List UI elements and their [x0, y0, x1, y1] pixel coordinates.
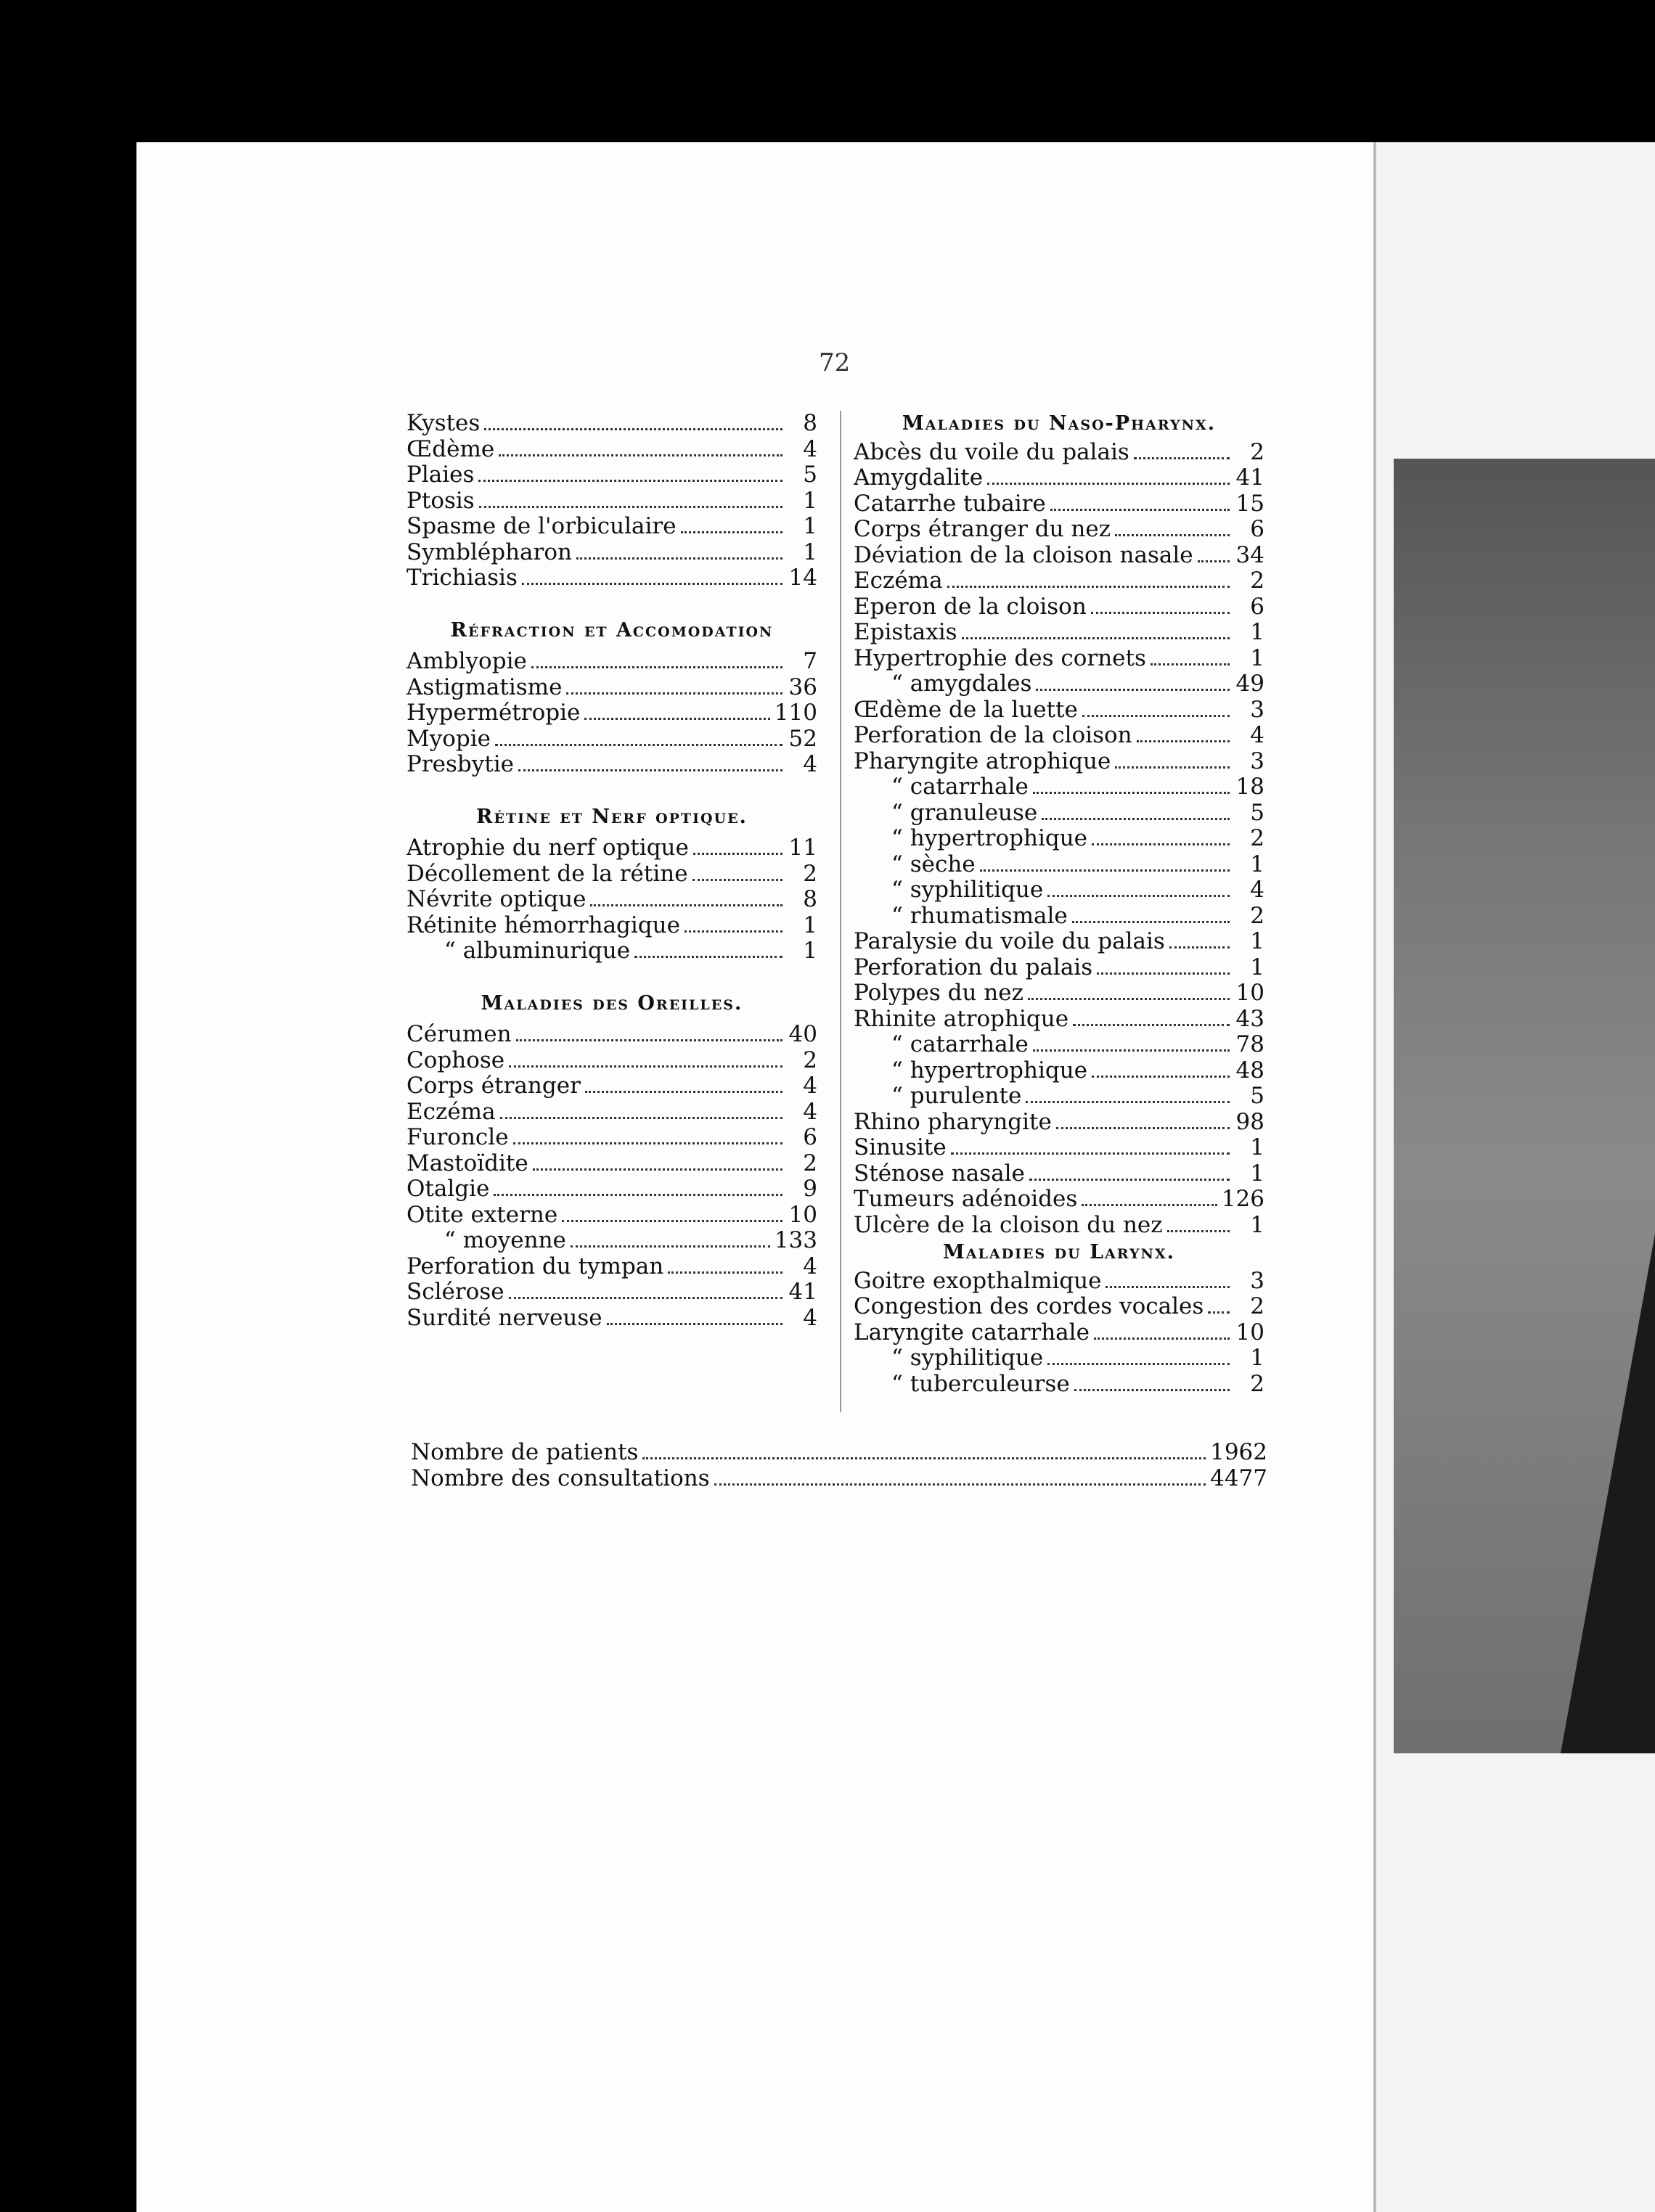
table-row: [406, 1228, 817, 1254]
row-value: 2: [803, 860, 817, 887]
row-label: “ moyenne: [444, 1227, 566, 1253]
table-row: [854, 1110, 1264, 1136]
table-row: [406, 514, 817, 540]
table-row: [406, 437, 817, 463]
table-row: [854, 1213, 1264, 1239]
row-label: Sclérose: [406, 1279, 504, 1305]
table-row: [406, 1254, 817, 1280]
table-row: [854, 543, 1264, 569]
table-row: [406, 1151, 817, 1177]
dot-leader: [980, 869, 1230, 872]
row-value: 1: [1250, 851, 1264, 877]
table-row: [406, 752, 817, 778]
dot-leader: [1208, 1311, 1230, 1314]
dot-leader: [1029, 1179, 1230, 1181]
row-value: 3: [1250, 696, 1264, 723]
row-value: 40: [788, 1021, 817, 1047]
row-value: 2: [1250, 438, 1264, 465]
section-title-refraction: Réfraction et Accomodation: [450, 618, 774, 642]
dot-leader: [484, 428, 782, 430]
row-label: Déviation de la cloison nasale: [854, 541, 1193, 568]
row-label: Rétinite hémorrhagique: [406, 912, 680, 938]
row-value: 15: [1235, 490, 1264, 517]
retine-list: [406, 835, 817, 964]
dot-leader: [693, 853, 782, 855]
row-value: 6: [803, 1124, 817, 1150]
table-row: [406, 861, 817, 888]
dot-leader: [1151, 663, 1230, 665]
table-row: [854, 1320, 1264, 1346]
row-label: Cophose: [406, 1046, 505, 1073]
row-value: 10: [788, 1201, 817, 1228]
table-row: [854, 1161, 1264, 1187]
row-label: Rhino pharyngite: [854, 1108, 1052, 1135]
table-row: [854, 1032, 1264, 1058]
row-label: Eczéma: [854, 568, 943, 594]
row-label: Congestion des cordes vocales: [854, 1293, 1204, 1319]
row-value: 1: [1250, 619, 1264, 645]
dot-leader: [668, 1271, 782, 1274]
table-row: [406, 913, 817, 939]
row-value: 1: [1250, 644, 1264, 671]
row-label: Tumeurs adénoides: [854, 1186, 1078, 1212]
row-value: 34: [1235, 541, 1264, 568]
oreilles-list: [406, 1022, 817, 1331]
dot-leader: [1056, 1127, 1230, 1129]
table-row: [406, 1279, 817, 1306]
row-value: 1: [803, 938, 817, 964]
dot-leader: [951, 1152, 1230, 1155]
table-row: [854, 955, 1264, 981]
row-value: 4: [803, 1073, 817, 1099]
row-label: “ rhumatismale: [891, 902, 1068, 929]
dot-leader: [1036, 689, 1230, 691]
table-row: [854, 1058, 1264, 1084]
row-label: “ granuleuse: [891, 799, 1038, 826]
dot-leader: [714, 1483, 1206, 1486]
row-label: Mastoïdite: [406, 1150, 528, 1176]
row-value: 1: [803, 538, 817, 565]
left-column: [406, 411, 817, 1331]
row-label: Epistaxis: [854, 619, 957, 645]
dot-leader: [947, 586, 1230, 588]
dot-leader: [566, 692, 782, 695]
row-label: Eperon de la cloison: [854, 593, 1087, 620]
table-row: [406, 1099, 817, 1126]
row-label: Rhinite atrophique: [854, 1005, 1069, 1032]
table-row: [854, 440, 1264, 466]
dot-leader: [692, 879, 782, 881]
row-label: Catarrhe tubaire: [854, 490, 1046, 517]
table-row: [854, 980, 1264, 1007]
row-label: Surdité nerveuse: [406, 1304, 602, 1331]
naso-pharynx-list: [854, 440, 1264, 1239]
table-row: [406, 835, 817, 861]
dot-leader: [478, 480, 782, 482]
table-row: [406, 411, 817, 437]
table-row: [406, 1176, 817, 1203]
refraction-list: [406, 649, 817, 778]
row-label: Kystes: [406, 410, 481, 436]
row-label: Œdème de la luette: [854, 696, 1078, 723]
table-row: [854, 826, 1264, 852]
table-row: [406, 887, 817, 913]
dot-leader: [562, 1220, 782, 1222]
row-label: Perforation du palais: [854, 954, 1093, 980]
table-row: [406, 938, 817, 964]
larynx-list: [854, 1269, 1264, 1398]
dot-leader: [494, 1194, 782, 1196]
row-value: 1962: [1210, 1439, 1267, 1465]
row-label: Nombre de patients: [411, 1439, 639, 1465]
dot-leader: [1073, 1024, 1230, 1026]
row-value: 110: [774, 700, 817, 726]
row-value: 4: [803, 1253, 817, 1279]
row-value: 2: [803, 1150, 817, 1176]
row-label: Paralysie du voile du palais: [854, 928, 1165, 954]
table-row: [411, 1440, 1267, 1466]
table-row: [406, 675, 817, 701]
row-label: Symblépharon: [406, 538, 572, 565]
row-label: Abcès du voile du palais: [854, 438, 1129, 465]
row-value: 41: [788, 1279, 817, 1305]
row-label: Cérumen: [406, 1021, 512, 1047]
dot-leader: [590, 904, 782, 906]
row-value: 1: [803, 912, 817, 938]
row-label: Nombre des consultations: [411, 1465, 710, 1491]
dot-leader: [1092, 1076, 1230, 1078]
dot-leader: [584, 718, 769, 720]
row-label: Otite externe: [406, 1201, 558, 1228]
dot-leader: [634, 956, 782, 958]
row-value: 48: [1235, 1057, 1264, 1084]
table-row: [854, 749, 1264, 775]
dot-leader: [1097, 972, 1230, 975]
row-value: 4: [803, 435, 817, 462]
table-row: [854, 568, 1264, 594]
dot-leader: [642, 1457, 1206, 1459]
row-label: Corps étranger du nez: [854, 516, 1111, 542]
row-value: 14: [788, 565, 817, 591]
dot-leader: [1106, 1286, 1230, 1288]
dot-leader: [1137, 740, 1230, 742]
dot-leader: [522, 583, 782, 585]
row-label: “ purulente: [891, 1083, 1022, 1109]
row-value: 7: [803, 648, 817, 674]
row-value: 2: [1250, 1293, 1264, 1319]
section-title-naso-pharynx: Maladies du Naso-Pharynx.: [902, 412, 1217, 435]
dot-leader: [987, 483, 1230, 485]
row-label: Otalgie: [406, 1176, 490, 1202]
dot-leader: [513, 1142, 782, 1144]
dot-leader: [1047, 895, 1230, 897]
dot-leader: [499, 454, 782, 456]
dot-leader: [1082, 715, 1230, 717]
row-value: 9: [803, 1176, 817, 1202]
row-label: Presbytie: [406, 751, 515, 777]
table-row: [406, 649, 817, 675]
section-title-retine: Rétine et Nerf optique.: [476, 805, 748, 828]
row-label: Laryngite catarrhale: [854, 1319, 1090, 1345]
row-label: “ catarrhale: [891, 774, 1029, 800]
dot-leader: [1167, 1230, 1230, 1232]
row-value: 1: [1250, 1211, 1264, 1238]
row-value: 2: [1250, 825, 1264, 851]
row-label: Hypertrophie des cornets: [854, 644, 1146, 671]
table-row: [406, 1073, 817, 1099]
table-row: [406, 540, 817, 566]
table-row: [854, 594, 1264, 620]
table-row: [854, 904, 1264, 930]
table-row: [406, 1125, 817, 1151]
dot-leader: [1042, 818, 1230, 820]
row-label: Corps étranger: [406, 1073, 581, 1099]
row-value: 3: [1250, 1267, 1264, 1294]
row-value: 1: [1250, 1160, 1264, 1187]
row-value: 5: [1250, 799, 1264, 826]
dot-leader: [1050, 509, 1230, 511]
row-label: “ amygdales: [891, 671, 1032, 697]
row-value: 10: [1235, 980, 1264, 1006]
row-value: 126: [1221, 1186, 1264, 1212]
table-row: [411, 1466, 1267, 1492]
row-label: Amygdalite: [854, 464, 984, 491]
row-label: Spasme de l'orbiculaire: [406, 513, 677, 539]
dot-leader: [533, 1168, 782, 1171]
dot-leader: [1134, 457, 1230, 459]
row-value: 4: [1250, 722, 1264, 748]
dot-leader: [495, 744, 782, 746]
dot-leader: [518, 769, 782, 771]
dot-leader: [685, 930, 782, 933]
dot-leader: [509, 1297, 782, 1299]
row-label: “ syphilitique: [891, 877, 1044, 903]
row-value: 2: [803, 1046, 817, 1073]
dot-leader: [1115, 534, 1230, 536]
dot-leader: [479, 506, 782, 508]
table-row: [854, 491, 1264, 517]
row-value: 4: [803, 1304, 817, 1331]
row-value: 1: [1250, 1134, 1264, 1160]
dot-leader: [531, 666, 782, 668]
row-value: 8: [803, 410, 817, 436]
row-label: Goitre exopthalmique: [854, 1267, 1102, 1294]
row-value: 52: [788, 725, 817, 752]
row-label: Sinusite: [854, 1134, 947, 1160]
table-row: [406, 1203, 817, 1229]
row-value: 6: [1250, 593, 1264, 620]
row-value: 8: [803, 886, 817, 912]
table-row: [406, 462, 817, 488]
table-row: [854, 852, 1264, 878]
section-title-larynx: Maladies du Larynx.: [942, 1241, 1176, 1263]
row-value: 2: [1250, 1370, 1264, 1397]
dot-leader: [1033, 1049, 1230, 1052]
row-value: 5: [803, 462, 817, 488]
row-value: 1: [1250, 1345, 1264, 1371]
row-label: Myopie: [406, 725, 491, 752]
table-row: [854, 671, 1264, 697]
table-row: [854, 723, 1264, 749]
row-value: 98: [1235, 1108, 1264, 1135]
row-label: Hypermétropie: [406, 700, 581, 726]
row-label: Trichiasis: [406, 565, 518, 591]
column-divider: [840, 411, 841, 1412]
dot-leader: [607, 1323, 782, 1325]
dot-leader: [516, 1039, 782, 1041]
dot-leader: [1091, 612, 1230, 614]
table-row: [854, 1269, 1264, 1295]
row-value: 6: [1250, 516, 1264, 542]
row-label: Amblyopie: [406, 648, 527, 674]
dot-leader: [585, 1091, 782, 1093]
table-row: [854, 877, 1264, 904]
eye-lead-list: [406, 411, 817, 591]
row-value: 11: [788, 835, 817, 861]
table-row: [854, 1084, 1264, 1110]
row-label: Ulcère de la cloison du nez: [854, 1211, 1163, 1238]
dot-leader: [1092, 843, 1230, 845]
dot-leader: [500, 1117, 782, 1119]
dot-leader: [1033, 792, 1230, 794]
row-value: 1: [1250, 928, 1264, 954]
dot-leader: [576, 557, 782, 560]
row-label: “ catarrhale: [891, 1031, 1029, 1057]
table-row: [406, 488, 817, 515]
table-row: [854, 800, 1264, 827]
row-label: “ hypertrophique: [891, 825, 1088, 851]
row-label: “ syphilitique: [891, 1345, 1044, 1371]
totals-list: [411, 1440, 1267, 1491]
dot-leader: [1074, 1389, 1230, 1391]
section-title-oreilles: Maladies des Oreilles.: [481, 991, 743, 1015]
row-label: Ptosis: [406, 487, 475, 514]
dot-leader: [1169, 946, 1230, 949]
row-label: Polypes du nez: [854, 980, 1023, 1006]
table-row: [406, 1306, 817, 1332]
dot-leader: [1026, 1101, 1230, 1103]
row-label: Astigmatisme: [406, 673, 563, 700]
row-label: Perforation du tympan: [406, 1253, 664, 1279]
row-value: 10: [1235, 1319, 1264, 1345]
dot-leader: [1072, 921, 1230, 923]
table-row: [854, 517, 1264, 543]
dot-leader: [1094, 1338, 1230, 1340]
row-label: Furoncle: [406, 1124, 509, 1150]
row-value: 1: [803, 513, 817, 539]
row-label: “ tuberculeurse: [891, 1370, 1070, 1397]
row-value: 1: [1250, 954, 1264, 980]
row-label: Perforation de la cloison: [854, 722, 1132, 748]
table-row: [406, 1022, 817, 1048]
table-row: [854, 1187, 1264, 1213]
row-label: Décollement de la rétine: [406, 860, 688, 887]
dot-leader: [1047, 1363, 1230, 1365]
row-value: 43: [1235, 1005, 1264, 1032]
table-row: [854, 1135, 1264, 1161]
dot-leader: [1082, 1204, 1217, 1206]
page-number: 72: [819, 348, 851, 377]
row-value: 2: [1250, 568, 1264, 594]
row-value: 49: [1235, 671, 1264, 697]
table-row: [854, 1294, 1264, 1320]
row-value: 4: [1250, 877, 1264, 903]
row-label: Atrophie du nerf optique: [406, 835, 689, 861]
dot-leader: [1115, 766, 1230, 769]
row-label: Plaies: [406, 462, 475, 488]
dot-leader: [1028, 998, 1230, 1000]
row-label: Eczéma: [406, 1098, 496, 1125]
dot-leader: [681, 531, 782, 533]
row-value: 36: [788, 673, 817, 700]
row-label: “ hypertrophique: [891, 1057, 1088, 1084]
row-label: Pharyngite atrophique: [854, 747, 1111, 774]
row-value: 4477: [1210, 1465, 1267, 1491]
table-row: [854, 1345, 1264, 1372]
dot-leader: [962, 637, 1230, 639]
row-value: 41: [1235, 464, 1264, 491]
table-row: [854, 1372, 1264, 1398]
table-row: [854, 697, 1264, 724]
table-row: [406, 1048, 817, 1074]
row-value: 133: [774, 1227, 817, 1253]
row-label: “ albuminurique: [444, 938, 631, 964]
right-column: [854, 411, 1264, 1397]
table-row: [854, 929, 1264, 955]
table-row: [406, 726, 817, 753]
dot-leader: [509, 1065, 782, 1068]
row-value: 3: [1250, 747, 1264, 774]
row-value: 18: [1235, 774, 1264, 800]
row-label: Œdème: [406, 435, 495, 462]
table-row: [406, 700, 817, 726]
row-value: 1: [803, 487, 817, 514]
row-label: Sténose nasale: [854, 1160, 1025, 1187]
table-row: [854, 774, 1264, 800]
table-row: [854, 1007, 1264, 1033]
row-value: 5: [1250, 1083, 1264, 1109]
row-value: 78: [1235, 1031, 1264, 1057]
dot-leader: [571, 1245, 770, 1248]
row-label: Névrite optique: [406, 886, 587, 912]
row-value: 4: [803, 751, 817, 777]
row-value: 2: [1250, 902, 1264, 929]
table-row: [854, 646, 1264, 672]
dot-leader: [1198, 560, 1230, 562]
row-label: “ sèche: [891, 851, 976, 877]
row-value: 4: [803, 1098, 817, 1125]
table-row: [854, 620, 1264, 646]
table-row: [406, 565, 817, 591]
table-row: [854, 465, 1264, 491]
